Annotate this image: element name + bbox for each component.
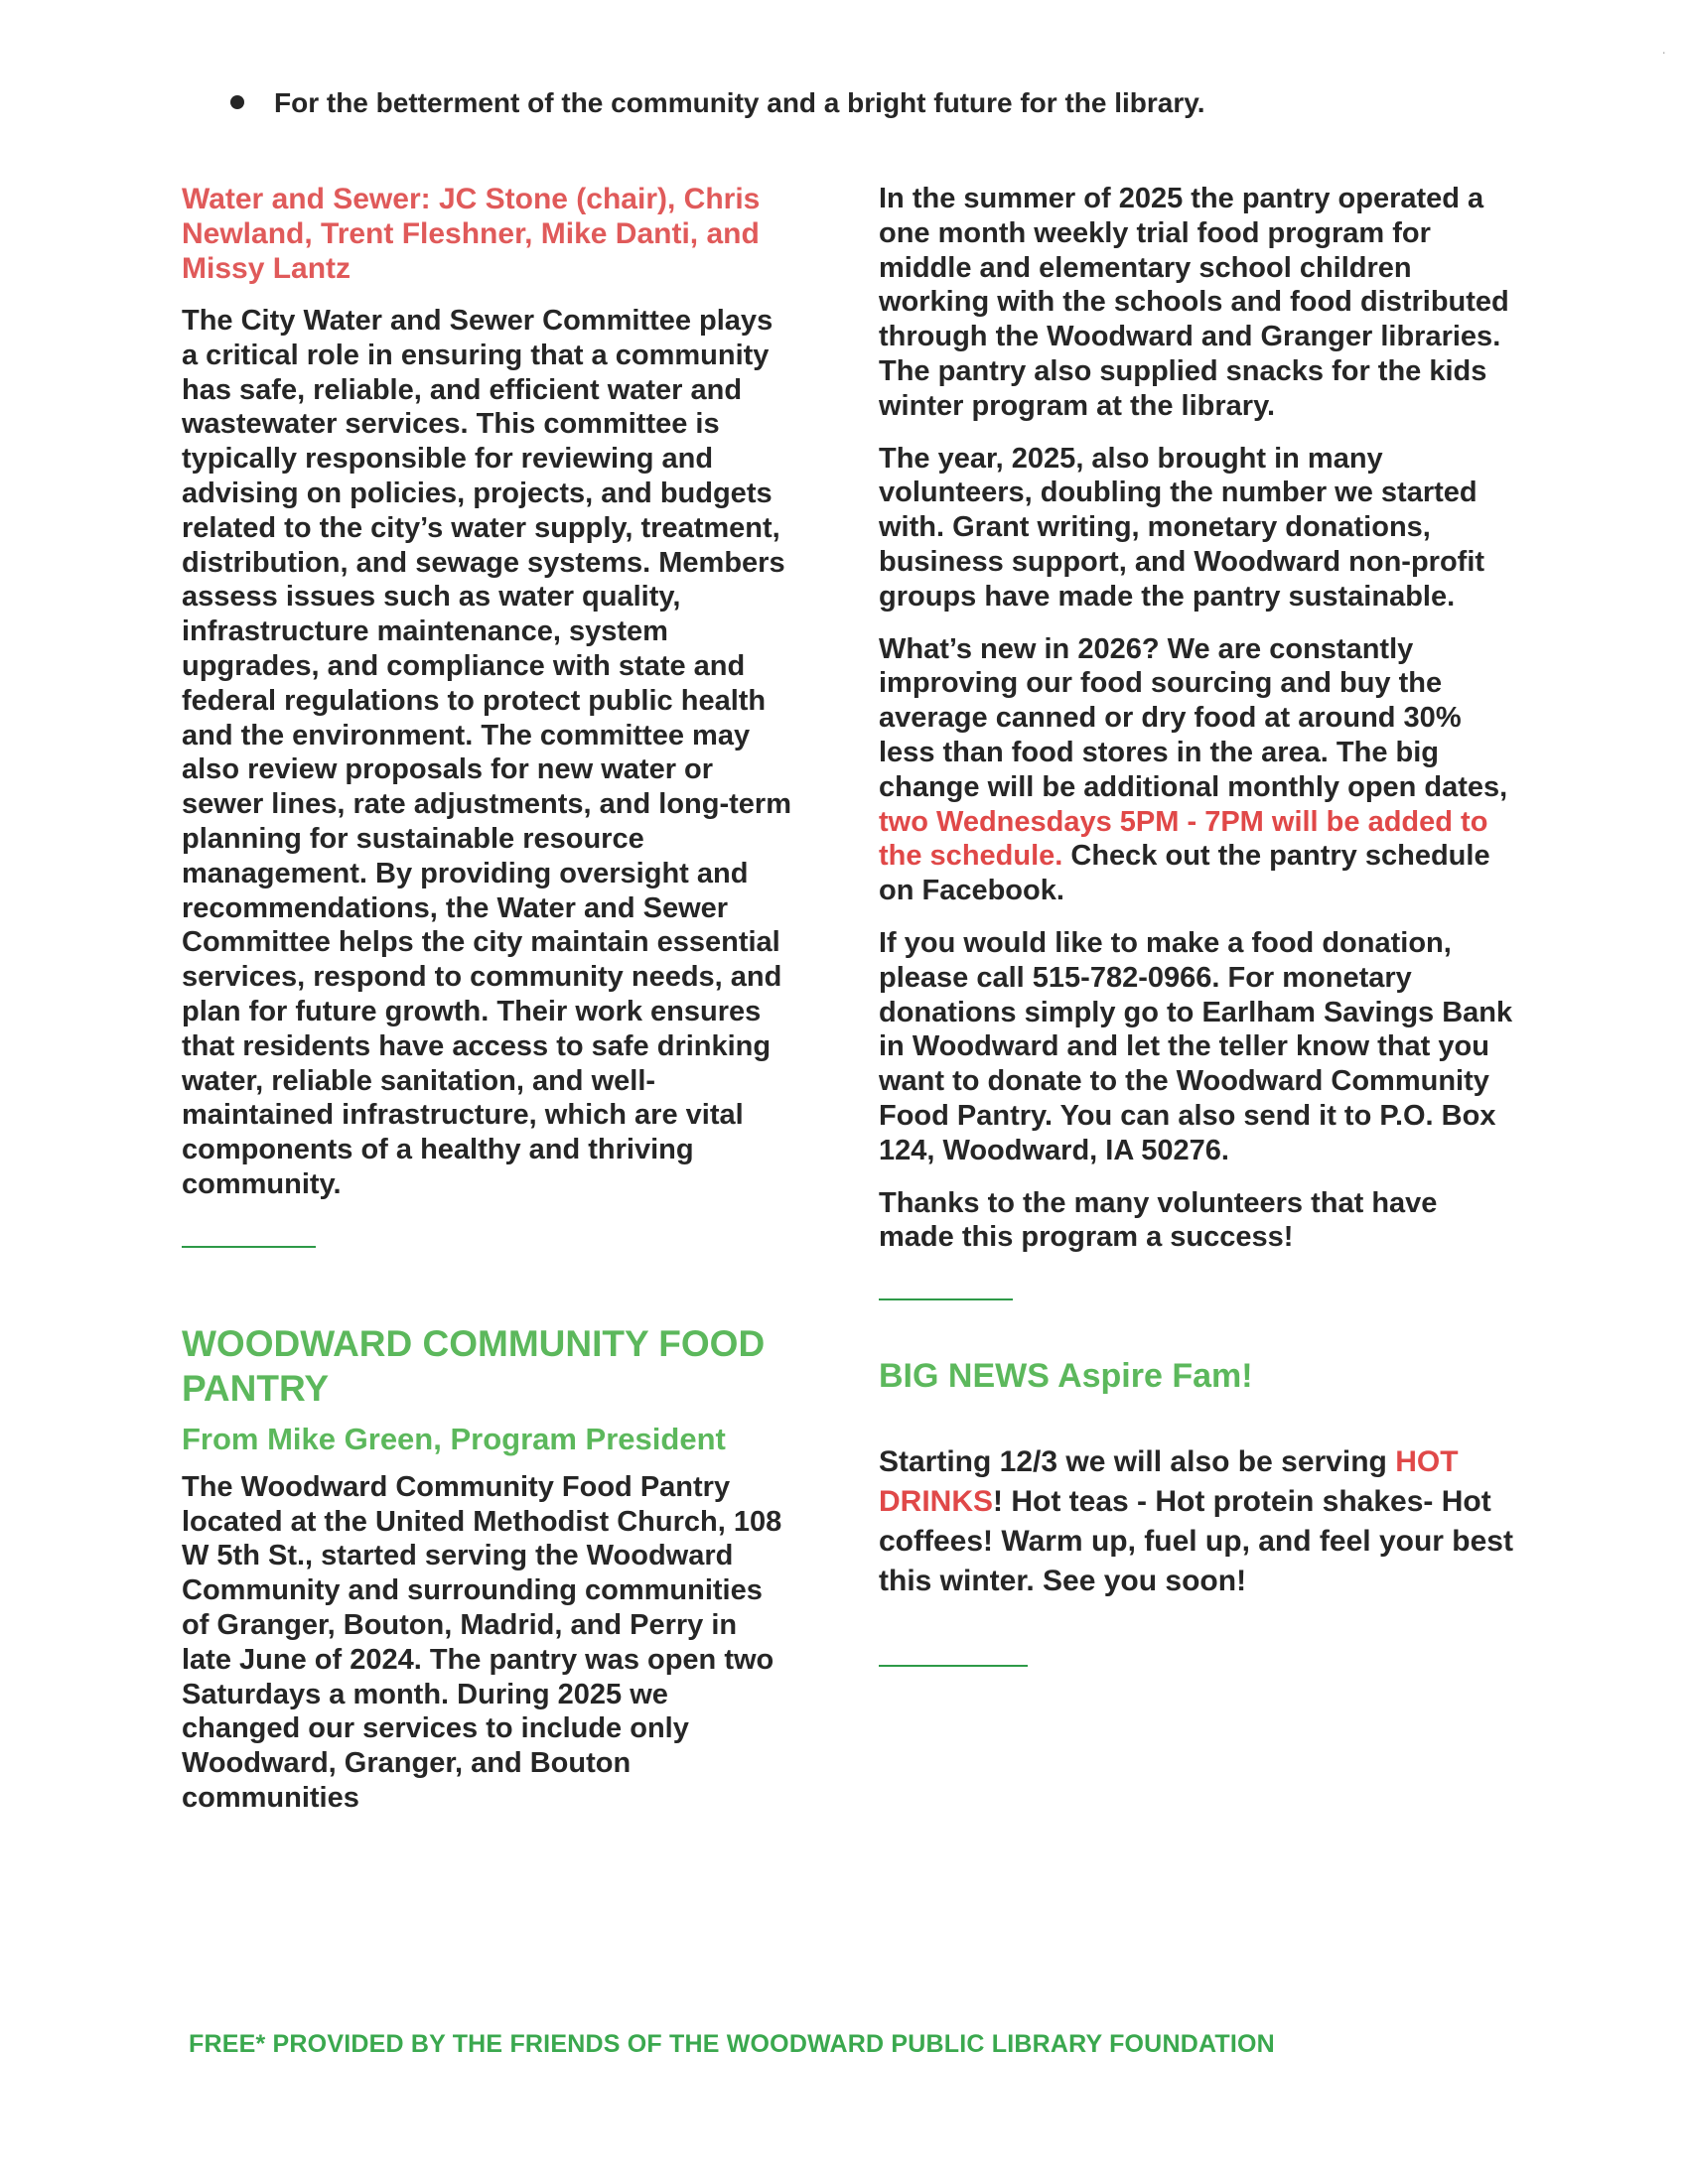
food-pantry-subtitle: From Mike Green, Program President bbox=[182, 1421, 726, 1456]
food-pantry-title: WOODWARD COMMUNITY FOOD PANTRY bbox=[182, 1322, 766, 1409]
left-column bbox=[182, 182, 792, 1830]
scan-artifact: · bbox=[1661, 44, 1666, 60]
section-divider bbox=[182, 1246, 316, 1248]
water-sewer-body: The City Water and Sewer Committee plays a critical role in ensuring that a community has safe, reliable, and efficient water and wastewater services. This committee is typically responsible for reviewing and advising on policies, projects, and budgets related to the city’s water supply, treatment, distribution, and sewage systems. Members assess issues such as water quality, infrastructure maintenance, system upgrades, and compliance with state and federal regulations to protect public health and the environment. The committee may also review proposals for new water or sewer lines, rate adjustments, and long-term planning for sustainable resource management. By providing oversight and recommendations, the Water and Sewer Committee helps the city maintain essential services, respond to community needs, and plan for future growth. Their work ensures that residents have access to safe drinking water, reliable sanitation, and well-maintained infrastructure, which are vital components of a healthy and thriving community. bbox=[182, 305, 791, 1200]
aspire-text bbox=[879, 1442, 1514, 1601]
hot-drinks-highlight: HOT DRINKS bbox=[879, 1445, 1459, 1519]
food-pantry-para-4 bbox=[879, 632, 1514, 908]
footer-credit: FREE* PROVIDED BY THE FRIENDS OF THE WOODWARD PUBLIC LIBRARY FOUNDATION bbox=[189, 2030, 1275, 2058]
bullet-icon bbox=[230, 95, 244, 109]
para-4-text-b: Check out the pantry schedule on Facebook. bbox=[879, 840, 1490, 907]
aspire-text-a: Starting 12/3 we will also be serving bbox=[879, 1445, 1396, 1479]
food-pantry-para-6: Thanks to the many volunteers that have made this program a success! bbox=[879, 1186, 1438, 1254]
bullet-text: For the betterment of the community and a bright future for the library. bbox=[274, 87, 1205, 118]
food-pantry-para-2: In the summer of 2025 the pantry operated a one month weekly trial food program for middle and elementary school children working with the schools and food distributed through the Woodward and Granger libraries. The pantry also supplied snacks for the kids winter program at the library. bbox=[879, 183, 1509, 422]
aspire-text-b: ! Hot teas - Hot protein shakes- Hot coffees! Warm up, fuel up, and feel your best this winter. See you soon! bbox=[879, 1485, 1513, 1598]
para-4-text-a: What’s new in 2026? We are constantly improving our food sourcing and buy the average canned or dry food at around 30% less than food stores in the area. The big change will be additional monthly open dates, bbox=[879, 632, 1508, 803]
schedule-highlight: two Wednesdays 5PM - 7PM will be added to the schedule. bbox=[879, 805, 1488, 873]
section-divider bbox=[879, 1298, 1013, 1300]
food-pantry-para-3: The year, 2025, also brought in many volunteers, doubling the number we started with. Grant writing, monetary donations, business support, and Woodward non-profit groups have made the pantry sustainable. bbox=[879, 442, 1485, 613]
food-pantry-para-5: If you would like to make a food donation, please call 515-782-0966. For monetary donations simply go to Earlham Savings Bank in Woodward and let the teller know that you want to donate to the Woodward Community Food Pantry. You can also send it to P.O. Box 124, Woodward, IA 50276. bbox=[879, 926, 1513, 1166]
food-pantry-para-1: The Woodward Community Food Pantry located at the United Methodist Church, 108 W 5th St., started serving the Woodward Community and surrounding communities of Granger, Bouton, Madrid, and Perry in late June of 2024. The pantry was open two Saturdays a month. During 2025 we changed our services to include only Woodward, Granger, and Bouton communities bbox=[182, 1470, 782, 1814]
section-divider bbox=[879, 1665, 1028, 1667]
water-sewer-heading: Water and Sewer: JC Stone (chair), Chris Newland, Trent Fleshner, Mike Danti, and Missy Lantz bbox=[182, 183, 761, 285]
aspire-title: BIG NEWS Aspire Fam! bbox=[879, 1357, 1253, 1396]
bullet-item bbox=[230, 83, 1521, 123]
right-column bbox=[879, 182, 1514, 1667]
